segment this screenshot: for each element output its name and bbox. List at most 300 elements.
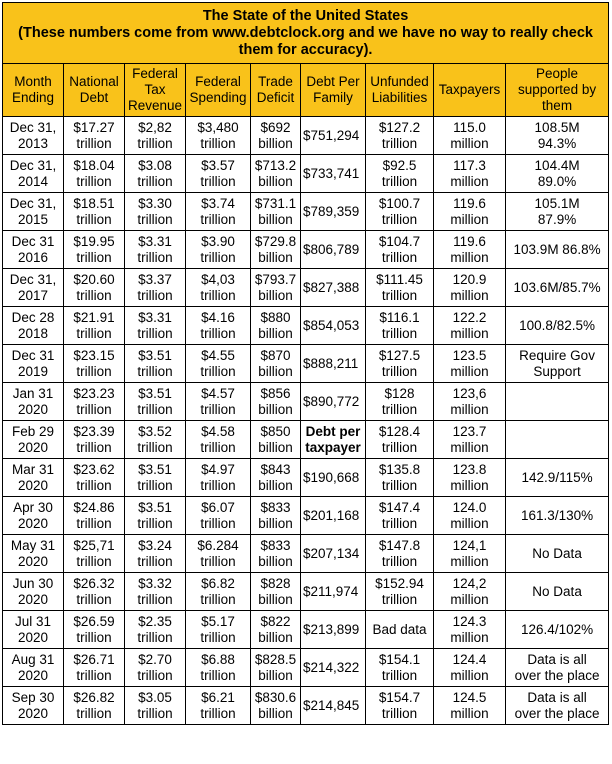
cell-debt-line: trillion (76, 629, 112, 645)
cell-trade-line: $830.6 (254, 689, 297, 705)
cell-revenue-line: trillion (137, 325, 173, 341)
table-row (3, 535, 609, 573)
header-unfunded-liabilities-line: Liabilities (371, 90, 428, 105)
cell-unfunded (366, 155, 434, 193)
cell-trade-line: $793.7 (254, 271, 297, 287)
cell-revenue (125, 535, 186, 573)
cell-month-line: 2020 (17, 553, 49, 569)
cell-trade-line: $729.8 (254, 233, 297, 249)
cell-trade-line: $822 (260, 613, 291, 629)
cell-supported-line: 87.9% (537, 211, 577, 227)
cell-taxpayers (434, 421, 506, 459)
cell-unfunded-line: $147.8 (378, 537, 421, 553)
cell-trade-line: billion (258, 211, 293, 227)
cell-spending (186, 649, 251, 687)
cell-revenue (125, 193, 186, 231)
cell-supported-line: Support (533, 363, 581, 379)
cell-trade (251, 573, 301, 611)
cell-taxpayers (434, 117, 506, 155)
cell-unfunded (366, 421, 434, 459)
cell-trade (251, 535, 301, 573)
cell-unfunded (366, 269, 434, 307)
header-federal-spending (186, 64, 251, 117)
cell-spending-line: trillion (200, 173, 236, 189)
cell-spending-line: $4,03 (201, 271, 235, 287)
cell-debt-line: trillion (76, 439, 112, 455)
cell-spending-line: $3.90 (201, 233, 235, 249)
cell-revenue-line: $2,82 (138, 119, 172, 135)
cell-spending-line: $4.58 (201, 423, 235, 439)
cell-unfunded-line: trillion (381, 325, 418, 341)
table-title (3, 3, 609, 64)
cell-month (3, 573, 64, 611)
cell-debt-line: $24.86 (73, 499, 115, 515)
cell-spending (186, 307, 251, 345)
cell-revenue-line: trillion (137, 249, 173, 265)
cell-unfunded-line: $127.5 (378, 347, 421, 363)
cell-supported (506, 117, 609, 155)
cell-trade (251, 269, 301, 307)
cell-month (3, 231, 64, 269)
cell-revenue-line: $3.24 (138, 537, 172, 553)
cell-trade-line: $713.2 (254, 157, 297, 173)
cell-month-line: Jan 31 (12, 385, 54, 401)
header-national-debt-line: Debt (79, 90, 109, 105)
cell-perfamily: $806,789 (301, 231, 366, 269)
cell-unfunded-line: $154.7 (378, 689, 421, 705)
cell-revenue (125, 155, 186, 193)
cell-taxpayers (434, 497, 506, 535)
cell-perfamily: $201,168 (301, 497, 366, 535)
cell-debt-line: trillion (76, 325, 112, 341)
cell-unfunded-line: trillion (381, 553, 418, 569)
cell-perfamily: $751,294 (301, 117, 366, 155)
table-row (3, 611, 609, 649)
table-row (3, 193, 609, 231)
cell-month-line: 2020 (17, 477, 49, 493)
cell-debt (64, 383, 125, 421)
header-debt-per-family (301, 64, 366, 117)
cell-taxpayers-line: million (450, 287, 489, 303)
header-federal-tax-revenue-line: Revenue (127, 98, 183, 113)
cell-month (3, 649, 64, 687)
cell-month (3, 117, 64, 155)
cell-unfunded-line: $154.1 (378, 651, 421, 667)
cell-supported-line: 89.0% (537, 173, 577, 189)
cell-spending-line: $6.21 (201, 689, 235, 705)
title-line-1: The State of the United States (202, 7, 409, 24)
cell-trade (251, 611, 301, 649)
cell-month-line: 2020 (17, 401, 49, 417)
cell-spending-line: trillion (200, 401, 236, 417)
cell-supported (506, 345, 609, 383)
cell-trade-line: $828.5 (254, 651, 297, 667)
cell-unfunded-line: $111.45 (376, 271, 423, 287)
cell-debt-line: $17.27 (73, 119, 115, 135)
cell-debt-line: trillion (76, 135, 112, 151)
cell-supported-line: 126.4/102% (521, 621, 594, 637)
cell-unfunded (366, 535, 434, 573)
cell-supported-line: No Data (532, 583, 582, 599)
cell-taxpayers-line: 119.6 (453, 195, 486, 211)
header-taxpayers (434, 64, 506, 117)
cell-perfamily: $190,668 (301, 459, 366, 497)
cell-supported (506, 573, 609, 611)
cell-revenue-line: trillion (137, 705, 173, 721)
cell-trade (251, 307, 301, 345)
cell-month-line: 2020 (17, 515, 49, 531)
cell-trade-line: billion (258, 135, 293, 151)
cell-trade (251, 649, 301, 687)
cell-perfamily (301, 421, 366, 459)
cell-debt-line: $21.91 (73, 309, 115, 325)
cell-debt-line: $25,71 (73, 537, 115, 553)
cell-taxpayers (434, 231, 506, 269)
cell-taxpayers-line: million (450, 667, 489, 683)
cell-perfamily-line: Debt per (305, 423, 361, 439)
cell-taxpayers-line: million (450, 325, 489, 341)
cell-month-line: 2020 (17, 705, 49, 721)
cell-unfunded (366, 383, 434, 421)
cell-debt (64, 611, 125, 649)
cell-month (3, 307, 64, 345)
cell-spending-line: $4.97 (201, 461, 235, 477)
cell-unfunded-line: $147.4 (378, 499, 421, 515)
cell-revenue-line: trillion (137, 401, 173, 417)
table-row (3, 155, 609, 193)
cell-taxpayers-line: 123.5 (452, 347, 487, 363)
cell-revenue-line: $3.31 (138, 233, 172, 249)
table-row (3, 345, 609, 383)
cell-month (3, 687, 64, 725)
cell-trade-line: billion (258, 249, 293, 265)
cell-unfunded-line: trillion (381, 173, 418, 189)
cell-trade-line: billion (258, 629, 293, 645)
cell-revenue-line: trillion (137, 287, 173, 303)
cell-taxpayers (434, 345, 506, 383)
cell-month-line: Dec 31, (9, 157, 57, 173)
cell-supported (506, 193, 609, 231)
cell-trade-line: $828 (260, 575, 291, 591)
header-federal-tax-revenue (125, 64, 186, 117)
cell-supported (506, 307, 609, 345)
cell-trade (251, 459, 301, 497)
cell-spending-line: $3,480 (197, 119, 239, 135)
cell-month-line: Dec 31 (11, 347, 55, 363)
header-federal-tax-revenue-line: Tax (144, 82, 166, 97)
cell-month (3, 459, 64, 497)
cell-spending (186, 193, 251, 231)
cell-trade-line: billion (258, 325, 293, 341)
cell-perfamily: $827,388 (301, 269, 366, 307)
cell-taxpayers-line: 123.8 (452, 461, 487, 477)
cell-supported (506, 649, 609, 687)
cell-month-line: Sep 30 (11, 689, 55, 705)
cell-unfunded (366, 459, 434, 497)
cell-trade-line: $833 (260, 537, 291, 553)
cell-spending (186, 155, 251, 193)
cell-trade-line: $850 (260, 423, 291, 439)
cell-spending (186, 231, 251, 269)
cell-spending-line: $6.07 (201, 499, 235, 515)
cell-debt (64, 269, 125, 307)
cell-debt (64, 117, 125, 155)
cell-supported-line: 105.1M (534, 195, 580, 211)
cell-debt-line: trillion (76, 363, 112, 379)
cell-spending-line: trillion (200, 249, 236, 265)
cell-spending-line: $4.16 (201, 309, 235, 325)
cell-unfunded-line: trillion (381, 477, 418, 493)
header-federal-spending-line: Federal (195, 74, 241, 89)
cell-debt-line: trillion (76, 287, 112, 303)
cell-month-line: Dec 31, (9, 271, 57, 287)
cell-supported (506, 497, 609, 535)
cell-trade (251, 345, 301, 383)
cell-revenue (125, 611, 186, 649)
cell-spending-line: trillion (200, 667, 236, 683)
cell-debt-line: trillion (76, 591, 112, 607)
cell-revenue-line: $3.08 (138, 157, 172, 173)
cell-spending-line: $4.57 (201, 385, 235, 401)
cell-spending (186, 497, 251, 535)
cell-debt-line: $23.23 (73, 385, 115, 401)
cell-spending (186, 269, 251, 307)
cell-month (3, 269, 64, 307)
cell-revenue-line: trillion (137, 553, 173, 569)
cell-taxpayers-line: million (450, 591, 489, 607)
cell-supported (506, 155, 609, 193)
cell-debt (64, 459, 125, 497)
cell-debt (64, 193, 125, 231)
cell-supported-line: 100.8/82.5% (519, 317, 595, 333)
cell-taxpayers-line: 124,1 (452, 537, 487, 553)
cell-month (3, 497, 64, 535)
cell-supported-line: No Data (532, 545, 582, 561)
cell-spending-line: trillion (200, 477, 236, 493)
cell-unfunded (366, 117, 434, 155)
cell-perfamily: $213,899 (301, 611, 366, 649)
cell-spending-line: trillion (200, 553, 236, 569)
cell-revenue-line: $3.32 (138, 575, 172, 591)
cell-month (3, 345, 64, 383)
title-line-2: (These numbers come from www.debtclock.org and we have no way to really check (18, 24, 593, 41)
cell-taxpayers-line: 124.3 (452, 613, 487, 629)
cell-unfunded-line: $92.5 (382, 157, 417, 173)
cell-spending-line: trillion (200, 515, 236, 531)
cell-revenue-line: trillion (137, 629, 173, 645)
cell-revenue-line: trillion (137, 173, 173, 189)
header-month-ending-line: Ending (11, 90, 55, 105)
cell-month-line: Dec 31, (9, 119, 57, 135)
header-people-supported-line: People (536, 66, 579, 81)
cell-unfunded-line: $152.94 (375, 575, 424, 591)
cell-unfunded-line: $128.4 (378, 423, 421, 439)
cell-supported (506, 535, 609, 573)
cell-spending-line: trillion (200, 629, 236, 645)
cell-unfunded-line: $116.1 (379, 309, 420, 325)
table-row (3, 307, 609, 345)
cell-unfunded-line: trillion (381, 439, 418, 455)
cell-spending (186, 687, 251, 725)
cell-debt-line: trillion (76, 211, 112, 227)
cell-revenue (125, 307, 186, 345)
cell-month-line: Mar 31 (11, 461, 55, 477)
cell-spending (186, 117, 251, 155)
cell-trade (251, 421, 301, 459)
cell-month-line: Jun 30 (12, 575, 54, 591)
header-federal-spending-line: Spending (189, 90, 247, 105)
cell-revenue-line: $3.51 (138, 461, 172, 477)
cell-debt-line: trillion (76, 249, 112, 265)
cell-spending (186, 535, 251, 573)
cell-taxpayers-line: 123,6 (452, 385, 487, 401)
cell-unfunded (366, 193, 434, 231)
cell-unfunded-line: $135.8 (378, 461, 421, 477)
header-debt-per-family-line: Debt Per (306, 74, 360, 89)
cell-debt-line: trillion (76, 553, 112, 569)
cell-supported (506, 459, 609, 497)
cell-taxpayers (434, 649, 506, 687)
cell-revenue-line: trillion (137, 667, 173, 683)
cell-supported (506, 421, 609, 459)
cell-debt-line: $26.82 (73, 689, 115, 705)
cell-perfamily: $890,772 (301, 383, 366, 421)
cell-debt-line: $26.32 (73, 575, 115, 591)
cell-taxpayers (434, 687, 506, 725)
cell-taxpayers-line: million (450, 477, 489, 493)
cell-month-line: Feb 29 (11, 423, 55, 439)
cell-perfamily: $789,359 (301, 193, 366, 231)
cell-unfunded (366, 497, 434, 535)
cell-month-line: 2013 (17, 135, 49, 151)
cell-perfamily: $888,211 (301, 345, 366, 383)
cell-month-line: Jul 31 (14, 613, 52, 629)
cell-revenue (125, 497, 186, 535)
cell-debt (64, 345, 125, 383)
cell-unfunded (366, 573, 434, 611)
cell-spending-line: trillion (200, 705, 236, 721)
cell-month-line: Dec 28 (11, 309, 55, 325)
header-people-supported-line: supported by (518, 82, 597, 97)
cell-supported-line: Data is all (527, 651, 587, 667)
cell-revenue (125, 383, 186, 421)
cell-month-line: 2020 (17, 439, 49, 455)
cell-supported (506, 231, 609, 269)
cell-revenue (125, 345, 186, 383)
cell-unfunded (366, 307, 434, 345)
cell-trade-line: billion (258, 591, 293, 607)
cell-debt (64, 535, 125, 573)
cell-unfunded (366, 687, 434, 725)
cell-revenue-line: trillion (137, 211, 173, 227)
cell-trade (251, 497, 301, 535)
cell-month-line: 2016 (17, 249, 49, 265)
cell-trade-line: $731.1 (254, 195, 297, 211)
cell-month (3, 383, 64, 421)
header-trade-deficit (251, 64, 301, 117)
header-month-ending (3, 64, 64, 117)
cell-month-line: 2020 (17, 667, 49, 683)
cell-month-line: Dec 31 (11, 233, 55, 249)
cell-perfamily: $214,845 (301, 687, 366, 725)
cell-taxpayers (434, 307, 506, 345)
cell-supported (506, 611, 609, 649)
cell-revenue (125, 459, 186, 497)
cell-taxpayers (434, 573, 506, 611)
cell-taxpayers-line: million (450, 629, 489, 645)
cell-debt-line: $26.59 (73, 613, 115, 629)
cell-perfamily: $211,974 (301, 573, 366, 611)
cell-month-line: 2015 (17, 211, 49, 227)
cell-unfunded-line: trillion (381, 211, 418, 227)
cell-revenue-line: $2.70 (138, 651, 172, 667)
cell-supported-line: over the place (514, 705, 600, 721)
cell-spending-line: trillion (200, 287, 236, 303)
cell-unfunded (366, 611, 434, 649)
cell-revenue-line: trillion (137, 439, 173, 455)
cell-taxpayers-line: million (450, 249, 489, 265)
cell-debt-line: $23.62 (73, 461, 115, 477)
debt-clock-table-container (2, 2, 610, 725)
cell-trade (251, 231, 301, 269)
cell-month (3, 611, 64, 649)
cell-debt-line: trillion (76, 705, 112, 721)
cell-spending (186, 345, 251, 383)
header-people-supported-line: them (542, 98, 573, 113)
cell-revenue-line: trillion (137, 591, 173, 607)
table-row (3, 649, 609, 687)
cell-month-line: Aug 31 (11, 651, 55, 667)
cell-debt-line: trillion (76, 173, 112, 189)
cell-month-line: 2020 (17, 629, 49, 645)
cell-taxpayers-line: million (450, 401, 489, 417)
cell-trade-line: $833 (260, 499, 291, 515)
header-taxpayers-line: Taxpayers (438, 82, 501, 97)
cell-taxpayers-line: million (450, 135, 489, 151)
cell-unfunded-line: Bad data (372, 621, 427, 637)
cell-debt-line: trillion (76, 401, 112, 417)
cell-spending-line: $6.82 (201, 575, 235, 591)
cell-taxpayers-line: 123.7 (452, 423, 487, 439)
cell-supported-line: 142.9/115% (521, 469, 593, 485)
cell-taxpayers-line: 124.0 (452, 499, 487, 515)
cell-supported-line: 108.5M (534, 119, 580, 135)
cell-taxpayers-line: 122.2 (452, 309, 487, 325)
cell-debt (64, 573, 125, 611)
cell-taxpayers (434, 611, 506, 649)
cell-unfunded-line: trillion (381, 287, 418, 303)
cell-spending (186, 421, 251, 459)
header-national-debt-line: National (69, 74, 119, 89)
cell-debt-line: $18.51 (73, 195, 115, 211)
cell-spending-line: $5.17 (201, 613, 235, 629)
cell-taxpayers-line: 124.4 (452, 651, 487, 667)
cell-unfunded-line: trillion (381, 591, 418, 607)
cell-unfunded-line: $127.2 (378, 119, 421, 135)
cell-month (3, 421, 64, 459)
cell-debt-line: trillion (76, 515, 112, 531)
cell-revenue-line: $2.35 (138, 613, 172, 629)
cell-perfamily: $207,134 (301, 535, 366, 573)
cell-trade-line: billion (258, 705, 293, 721)
cell-debt-line: $18.04 (73, 157, 115, 173)
cell-unfunded (366, 231, 434, 269)
cell-supported-line: Require Gov (519, 347, 595, 363)
cell-supported-line: 104.4M (534, 157, 580, 173)
cell-taxpayers-line: million (450, 173, 489, 189)
cell-spending-line: trillion (200, 591, 236, 607)
header-unfunded-liabilities-line: Unfunded (370, 74, 429, 89)
